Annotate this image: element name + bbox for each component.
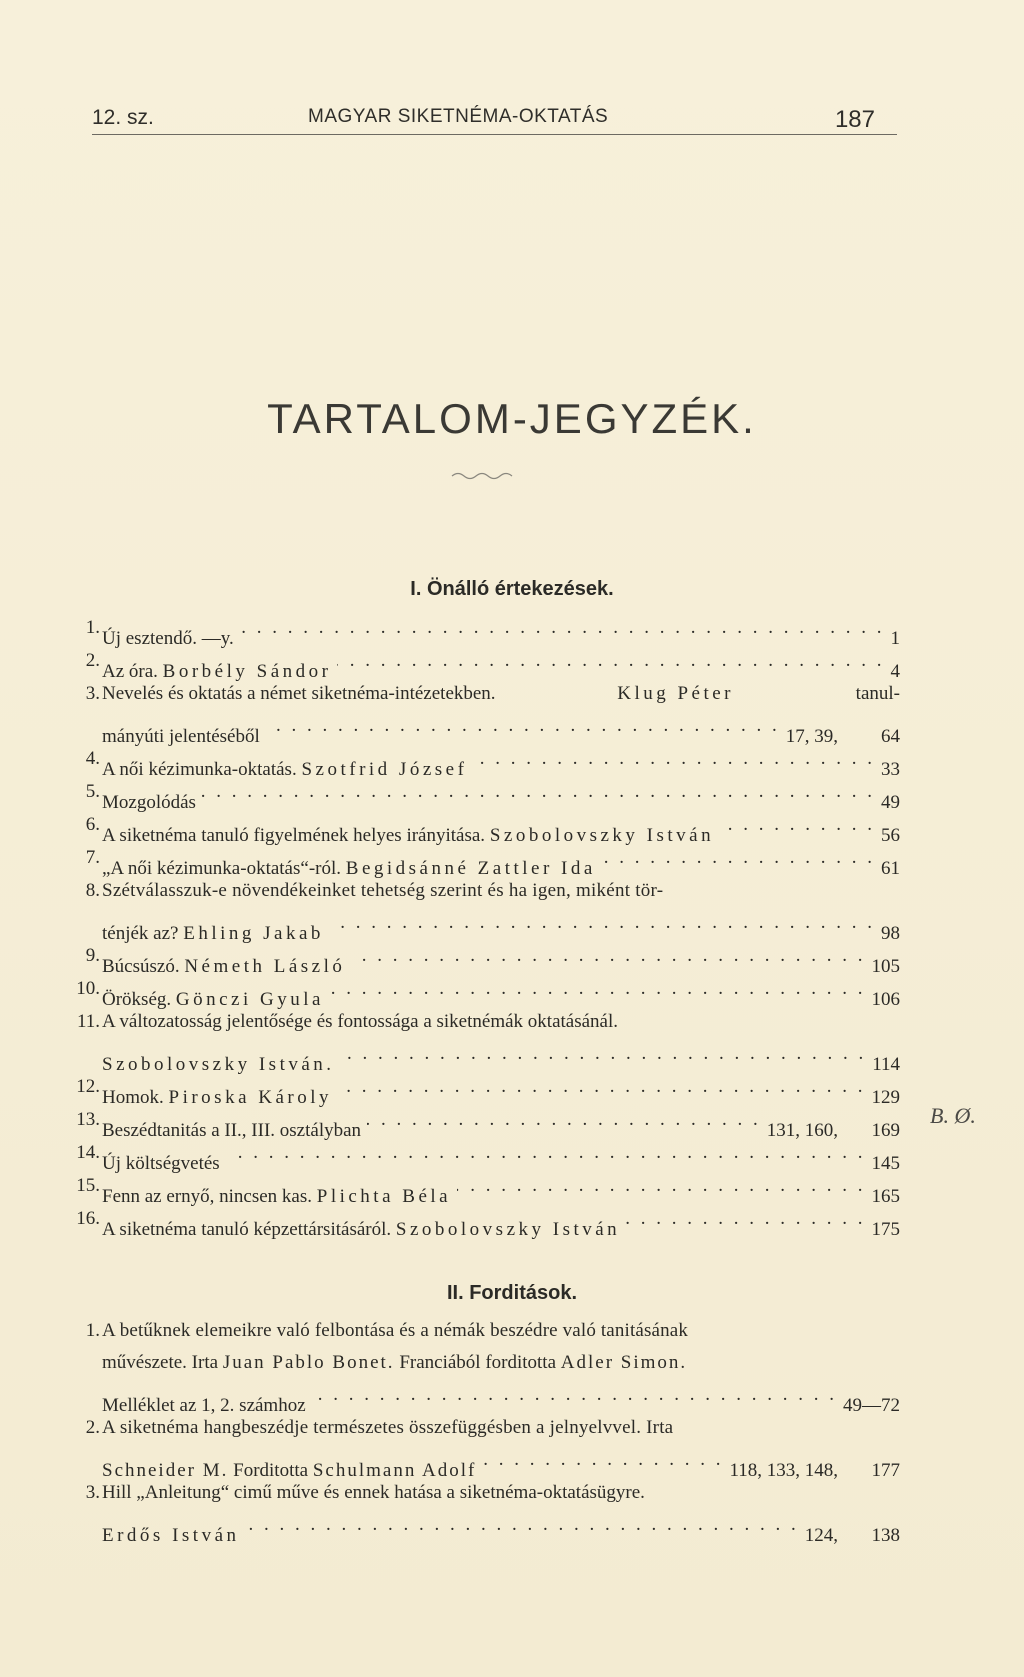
toc-entry-continuation: Szobolovszky István. . . . 114 xyxy=(70,1038,900,1070)
toc-entry: 6. A siketnéma tanuló figyelmének helyes irányitása. Szobolovszky István . . . 56 xyxy=(70,809,900,841)
toc-entry: 9. Búcsúszó. Németh László . . . 105 xyxy=(70,940,900,972)
toc-entry: 7. „A női kézimunka-oktatás“-ról. Begidsánné Zattler Ida . . . 61 xyxy=(70,842,900,874)
toc-entry: 14. Új költségvetés . . . 145 xyxy=(70,1137,900,1169)
toc-entry-continuation: Melléklet az 1, 2. számhoz . . . 49—72 xyxy=(70,1379,900,1411)
ornament-flourish xyxy=(450,470,520,480)
toc-entry: 5. Mozgolódás . . . 49 xyxy=(70,776,900,808)
toc-entry: 11. A változatosság jelentősége és fontossága a siketnémák oktatásánál. xyxy=(76,1011,619,1032)
toc-entry-continuation: Schneider M. Forditotta Schulmann Adolf . . . 118, 133, 148, 177 xyxy=(70,1444,900,1476)
toc-entry: 15. Fenn az ernyő, nincsen kas. Plichta Béla . . . 165 xyxy=(70,1170,900,1202)
page-title: TARTALOM-JEGYZÉK. xyxy=(267,395,757,442)
toc-entry: 3. Nevelés és oktatás a német siketnéma-intézetekben. Klug Péter tanul- xyxy=(85,683,900,704)
toc-entry: 10. Örökség. Gönczi Gyula . . . 106 xyxy=(70,973,900,1005)
journal-title: MAGYAR SIKETNÉMA-OKTATÁS xyxy=(308,106,609,127)
toc-entry: 1. Új esztendő. —y. . . . 1 xyxy=(70,612,900,644)
toc-entry-continuation: Erdős István . . . 124, 138 xyxy=(70,1509,900,1541)
toc-entry: 12. Homok. Piroska Károly . . . 129 xyxy=(70,1071,900,1103)
toc-entry-continuation: ténjék az? Ehling Jakab . . . 98 xyxy=(70,907,900,939)
toc-entry-continuation: művészete. Irta Juan Pablo Bonet. Franciából forditotta Adler Simon. xyxy=(102,1352,688,1373)
toc-entry-continuation: mányúti jelentéséből . . . 17, 39, 64 xyxy=(70,710,900,742)
page-number: 187 xyxy=(834,106,875,133)
toc-entry: 16. A siketnéma tanuló képzettársitásáról. Szobolovszky István . . . 175 xyxy=(70,1203,900,1235)
toc-entry: 1. A betűknek elemeikre való felbontása és a némák beszédre való tanitásának xyxy=(85,1320,688,1341)
toc-entry: 3. Hill „Anleitung“ cimű műve és ennek hatása a siketnéma-oktatásügyre. xyxy=(85,1482,645,1503)
toc-entry: 8. Szétválasszuk-e növendékeinket tehetség szerint és ha igen, miként tör- xyxy=(85,880,664,901)
toc-entry: 13. Beszédtanitás a II., III. osztályban . . . 131, 160, 169 xyxy=(70,1104,900,1136)
toc-entry: 2. Az óra. Borbély Sándor . . . 4 xyxy=(70,645,900,677)
section-heading-1: I. Önálló értekezések. xyxy=(410,578,614,600)
section-heading-2: II. Forditások. xyxy=(446,1282,578,1304)
toc-entry: 2. A siketnéma hangbeszédje természetes összefüggésben a jelnyelvvel. Irta xyxy=(85,1417,674,1438)
running-header xyxy=(92,100,897,135)
issue-number: 12. sz. xyxy=(92,106,154,129)
handwritten-margin-note: B. Ø. xyxy=(930,1103,976,1128)
toc-entry: 4. A női kézimunka-oktatás. Szotfrid József . . . 33 xyxy=(70,743,900,775)
